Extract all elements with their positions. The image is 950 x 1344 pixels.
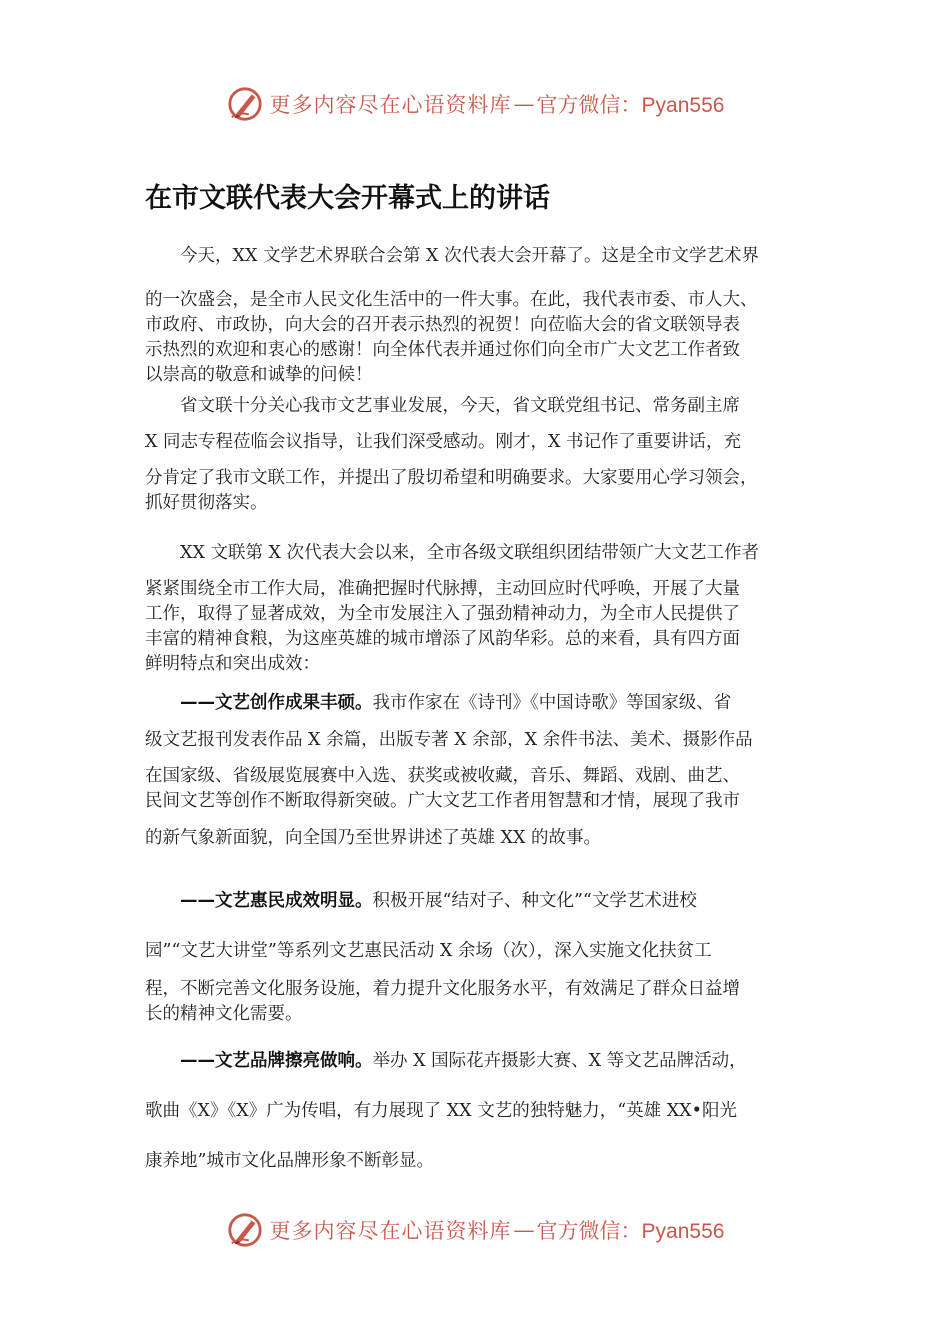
paragraph-line	[145, 890, 807, 940]
paragraph-line: X 同志专程莅临会议指导，让我们深受感动。刚才，X 书记作了重要讲话，充	[145, 432, 742, 452]
paragraph-line	[145, 692, 807, 729]
paragraph-line: 市政府、市政协，向大会的召开表示热烈的祝贺！向莅临大会的省文联领导表	[145, 315, 740, 335]
paragraph-line: 民间文艺等创作不断取得新突破。广大文艺工作者用智慧和才情，展现了我市	[145, 791, 740, 811]
paragraph-line: 丰富的精神食粮，为这座英雄的城市增添了风韵华彩。总的来看，具有四方面	[145, 629, 740, 649]
paragraph-lead: ——文艺品牌擦亮做响。	[180, 1051, 373, 1071]
paragraph-line: 以崇高的敬意和诚挚的问候！	[145, 365, 373, 385]
paragraph-line: 的新气象新面貌，向全国乃至世界讲述了英雄 XX 的故事。	[145, 828, 602, 848]
paragraph-line: 程，不断完善文化服务设施，着力提升文化服务水平，有效满足了群众日益增	[145, 979, 740, 999]
paragraph-line: 园”“文艺大讲堂”等系列文艺惠民活动 X 余场（次），深入实施文化扶贫工	[145, 941, 712, 961]
paragraph-line: 歌曲《X》《X》广为传唱，有力展现了 XX 文艺的独特魅力，“英雄 XX•阳光	[145, 1101, 737, 1121]
paragraph-line: 紧紧围绕全市工作大局，准确把握时代脉搏，主动回应时代呼唤，开展了大量	[145, 579, 740, 599]
pen-logo-icon	[226, 85, 264, 123]
paragraph-line: 的一次盛会，是全市人民文化生活中的一件大事。在此，我代表市委、市人大、	[145, 290, 758, 310]
banner-account: 官方微信：Pyan556	[536, 94, 725, 117]
banner-text: 更多内容尽在心语资料库	[269, 93, 512, 117]
paragraph-line: 鲜明特点和突出成效：	[145, 654, 320, 674]
paragraph-lead-rest: 我市作家在《诗刊》《中国诗歌》等国家级、省	[372, 693, 732, 713]
paragraph-6	[145, 1050, 807, 1172]
paragraph-line	[145, 1050, 807, 1100]
paragraph-line: 抓好贯彻落实。	[145, 493, 268, 513]
paragraph-line: XX 文联第 X 次代表大会以来，全市各级文联组织团结带领广大文艺工作者	[180, 543, 760, 563]
paragraph-lead: ——文艺惠民成效明显。	[180, 891, 373, 911]
paragraph-line: 级文艺报刊发表作品 X 余篇，出版专著 X 余部，X 余件书法、美术、摄影作品	[145, 730, 753, 750]
paragraph-2	[145, 395, 807, 516]
paragraph-line: 康养地”城市文化品牌形象不断彰显。	[145, 1151, 434, 1171]
banner-text: 更多内容尽在心语资料库	[269, 1219, 512, 1243]
banner-separator: —	[513, 92, 535, 116]
banner-separator: —	[513, 1218, 535, 1242]
paragraph-4	[145, 692, 807, 851]
document-title: 在市文联代表大会开幕式上的讲话	[145, 183, 550, 214]
banner-account: 官方微信：Pyan556	[536, 1220, 725, 1243]
paragraph-line: 在国家级、省级展览展赛中入选、获奖或被收藏，音乐、舞蹈、戏剧、曲艺、	[145, 766, 740, 786]
paragraph-5	[145, 890, 807, 1027]
paragraph-lead-rest: 举办 X 国际花卉摄影大赛、X 等文艺品牌活动，	[372, 1051, 747, 1071]
paragraph-lead-rest: 积极开展“结对子、种文化”“文学艺术进校	[372, 891, 697, 911]
header-banner	[0, 82, 950, 126]
paragraph-line: 工作，取得了显著成效，为全市发展注入了强劲精神动力，为全市人民提供了	[145, 604, 740, 624]
pen-logo-icon	[226, 1211, 264, 1249]
paragraph-3	[145, 542, 807, 677]
paragraph-1	[145, 245, 807, 388]
paragraph-line: 省文联十分关心我市文艺事业发展，今天，省文联党组书记、常务副主席	[180, 396, 740, 416]
paragraph-line: 今天，XX 文学艺术界联合会第 X 次代表大会开幕了。这是全市文学艺术界	[180, 246, 760, 266]
paragraph-lead: ——文艺创作成果丰硕。	[180, 693, 373, 713]
paragraph-line: 长的精神文化需要。	[145, 1004, 303, 1024]
paragraph-line: 示热烈的欢迎和衷心的感谢！向全体代表并通过你们向全市广大文艺工作者致	[145, 340, 740, 360]
paragraph-line: 分肯定了我市文联工作，并提出了殷切希望和明确要求。大家要用心学习领会，	[145, 468, 758, 488]
footer-banner	[0, 1208, 950, 1252]
